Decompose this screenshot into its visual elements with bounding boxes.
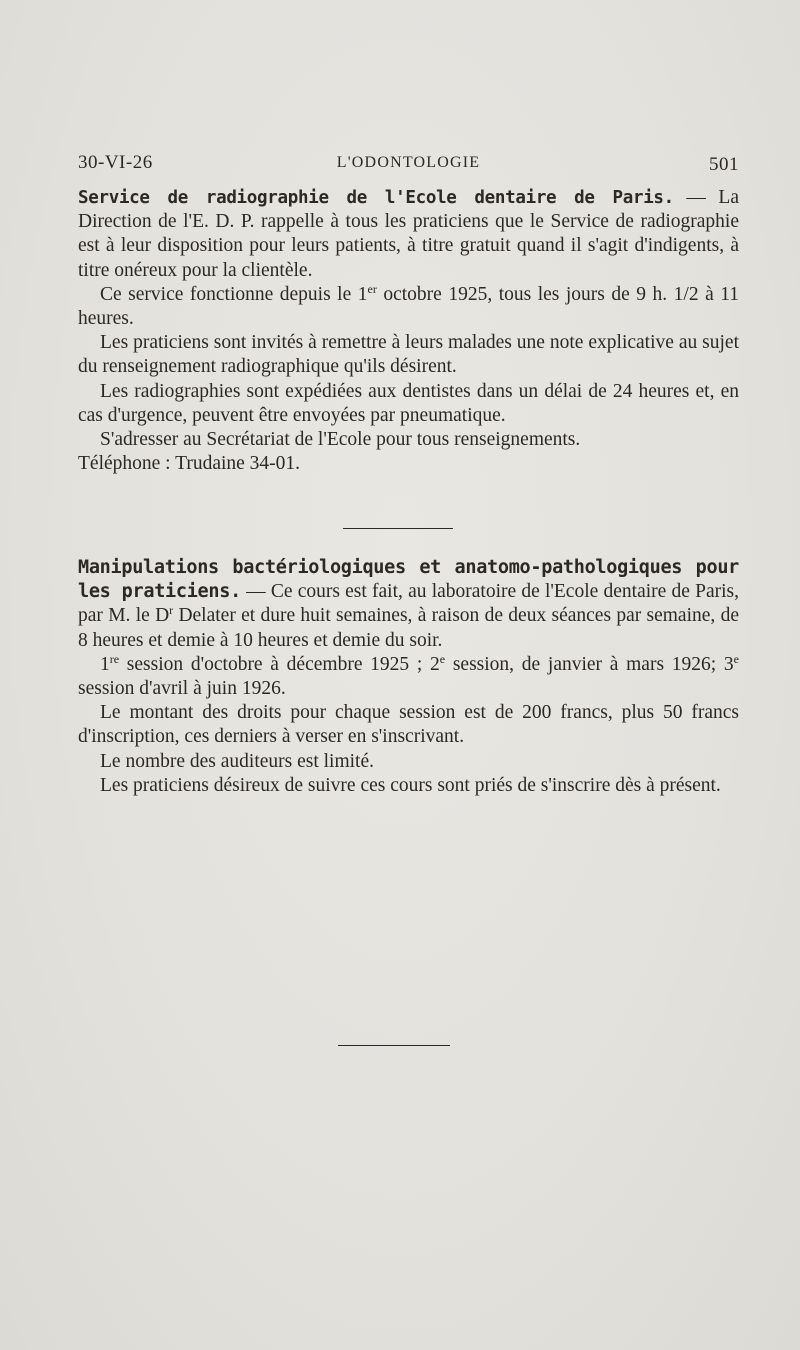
paragraph-text: Delater et dure huit semaines, à raison de deux séances par semaine, de 8 heures et demie à 10 heures et demie du soir. — [78, 605, 739, 651]
paragraph: Le nombre des auditeurs est limité. — [100, 750, 375, 772]
paragraph — [78, 283, 739, 331]
superscript: er — [367, 281, 377, 296]
journal-title: L'ODONTOLOGIE — [336, 154, 481, 171]
paragraph-text: octobre 1925, tous les jours de 9 h. 1/2 à 11 heures. — [78, 283, 739, 330]
page-number: 501 — [709, 154, 739, 175]
superscript: r — [169, 603, 174, 618]
paragraph-text: Ce cours est fait, au laboratoire de l'Ecole dentaire de Paris, par M. le D — [78, 581, 739, 627]
paragraph: S'adresser au Secrétariat de l'Ecole pour tous renseignements. — [100, 429, 581, 451]
section-heading: Manipulations bactériologiques et anatomo-pathologiques pour les praticiens. — [78, 557, 739, 603]
section-heading: Service de radiographie de l'Ecole dentaire de Paris. — [78, 188, 674, 208]
paragraph-text: 1 — [100, 653, 110, 675]
issue-date: 30-VI-26 — [78, 152, 153, 173]
running-head — [78, 152, 739, 180]
paragraph — [78, 186, 739, 283]
paragraph: Les praticiens sont invités à remettre à leurs malades une note explicative au sujet du renseignement radiographique qu'ils désirent. — [78, 332, 739, 378]
paragraph: Le montant des droits pour chaque session est de 200 francs, plus 50 francs d'inscription, ces derniers à verser en s'inscrivant. — [78, 702, 739, 748]
paragraph-text: Ce service fonctionne depuis le 1 — [100, 283, 368, 305]
superscript: e — [439, 651, 446, 666]
section-divider — [343, 528, 453, 529]
paragraph: Les radiographies sont expédiées aux dentistes dans un délai de 24 heures et, en cas d'urgence, peuvent être envoyées par pneumatique. — [78, 380, 739, 426]
paragraph: Téléphone : Trudaine 34-01. — [78, 453, 301, 475]
superscript: e — [733, 651, 739, 666]
section-manipulations — [78, 556, 739, 798]
paragraph-text: session d'avril à juin 1926. — [78, 678, 286, 700]
paragraph-text: session, de janvier à mars 1926; 3 — [445, 653, 734, 675]
paragraph — [78, 653, 739, 701]
heading-dash: — — [673, 187, 719, 208]
paragraph-text: session d'octobre à décembre 1925 ; 2 — [119, 653, 440, 675]
end-divider — [338, 1045, 450, 1046]
paragraph-text: La Direction de l'E. D. P. rappelle à tous les praticiens que le Service de radiographie est à leur disposition pour leurs patients, à titre gratuit quand il s'agit d'indigents, à titre onéreux pour la clientèle. — [78, 187, 739, 281]
superscript: re — [109, 651, 120, 666]
paragraph — [78, 556, 739, 653]
paragraph: Les praticiens désireux de suivre ces cours sont priés de s'inscrire dès à présent. — [100, 774, 721, 796]
heading-dash: — — [240, 581, 271, 603]
section-radiographie — [78, 186, 739, 476]
